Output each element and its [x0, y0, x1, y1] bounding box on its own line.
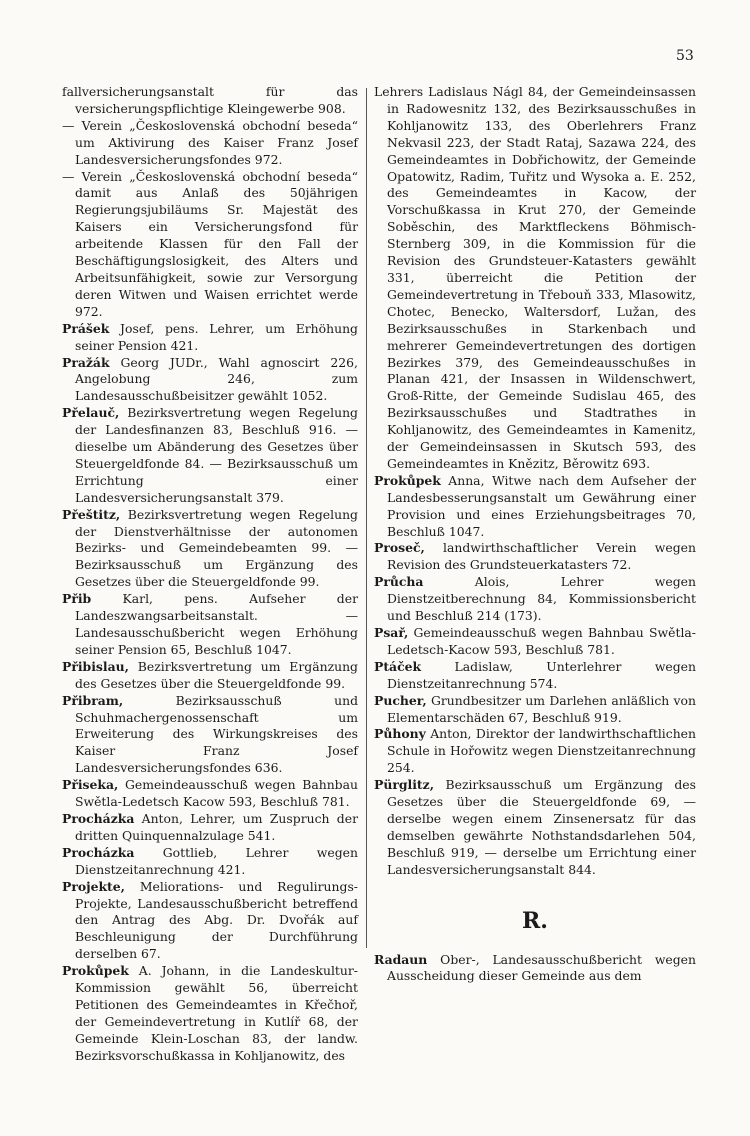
index-entry	[62, 118, 358, 169]
index-entry	[374, 540, 696, 574]
entry-head: Přelauč,	[62, 405, 120, 421]
entry-text: Gemeindeausschuß wegen Bahnbau Swětla-Ledetsch Kacow 593, Beschluß 781.	[75, 777, 358, 810]
entry-text: Bezirksvertretung um Ergänzung des Gesetzes über die Steuergeldfonde 99.	[75, 658, 358, 691]
entry-head: Ptáček	[374, 658, 422, 674]
entry-head: Radaun	[374, 951, 428, 967]
entry-text: Gottlieb, Lehrer wegen Dienstzeitanrechnung 421.	[75, 844, 358, 877]
entry-text: Karl, pens. Aufseher der Landeszwangsarbeitsanstalt. — Landesausschußbericht wegen Erhöhung seiner Pension 65, Beschluß 1047.	[75, 591, 358, 657]
entry-text: Ladislaw, Unterlehrer wegen Dienstzeitanrechnung 574.	[387, 658, 696, 691]
index-entry	[62, 84, 358, 118]
index-entry	[62, 693, 358, 778]
entry-head: Psař,	[374, 625, 409, 640]
entry-head: Prokůpek	[374, 472, 441, 488]
entry-head: Pürglitz,	[374, 777, 435, 793]
entry-head: Prášek	[62, 320, 110, 336]
entry-text: Josef, pens. Lehrer, um Erhöhung seiner Pension 421.	[75, 320, 358, 353]
entry-text: Bezirksvertretung wegen Regelung der Landesfinanzen 83, Beschluß 916. — dieselbe um Abänderung des Gesetzes über Steuergeldfonde 84. — Bezirksausschuß um Errichtung einer Landesversicherungsanstalt 379.	[75, 405, 358, 505]
index-entry	[62, 811, 358, 845]
index-entry	[374, 473, 696, 541]
entry-head: Půhony	[374, 726, 426, 742]
entry-head: Přiseka,	[62, 777, 119, 793]
entry-head: Přeštitz,	[62, 506, 121, 522]
entry-text: Georg JUDr., Wahl agnoscirt 226, Angelobung 246, zum Landesausschußbeisitzer gewählt 1052.	[75, 354, 358, 404]
index-entry	[62, 507, 358, 592]
entry-head: Pražák	[62, 354, 110, 370]
entry-text: Gemeindeausschuß wegen Bahnbau Swětla-Ledetsch-Kacow 593, Beschluß 781.	[387, 625, 696, 657]
index-entry	[62, 355, 358, 406]
entry-text: A. Johann, in die Landeskultur-Kommission gewählt 56, überreicht Petitionen des Gemeindeamtes in Křečhoř, der Gemeindevertretung in Kutlíř 68, der Gemeinde Klein-Loschan 83, der landw. Bezirksvorschußkassa in Kohljanowitz, des	[75, 963, 358, 1063]
right-column	[374, 84, 696, 985]
entry-head: Proseč,	[374, 540, 425, 556]
index-entry	[62, 963, 358, 1064]
entry-text: Alois, Lehrer wegen Dienstzeitberechnung 84, Kommissionsbericht und Beschluß 214 (173).	[387, 574, 696, 624]
entry-head: Přibislau,	[62, 658, 129, 674]
index-entry	[374, 693, 696, 727]
entry-head: Procházka	[62, 810, 135, 826]
entry-head: Pucher,	[374, 692, 427, 708]
entry-text: fallversicherungsanstalt für das versicherungspflichtige Kleingewerbe 908.	[62, 84, 358, 116]
entry-text: Ober-, Landesausschußbericht wegen Ausscheidung dieser Gemeinde aus dem	[387, 951, 696, 984]
index-entry	[374, 625, 696, 659]
entry-head: Prokůpek	[62, 963, 129, 979]
entry-text: — Verein „Československá obchodní beseda“ um Aktivirung des Kaiser Franz Josef Landesversicherungsfondes 972.	[62, 117, 358, 167]
entry-head: Přib	[62, 591, 92, 607]
index-entry	[62, 777, 358, 811]
entry-text: Lehrers Ladislaus Nágl 84, der Gemeindeinsassen in Radowesnitz 132, des Bezirksausschußes in Kohljanowitz 133, des Oberlehrers Franz Nekvasil 223, der Stadt Rataj, Sazawa 224, des Gemeindeamtes in Dobřichowitz, der Gemeinde Opatowitz, Radim, Tuřitz und Wysoka a. E. 252, des Gemeindeamtes in Kacow, der Vorschußkassa in Krut 270, der Gemeinde Soběschin, des Marktfleckens Böhmisch-Sternberg 309, in die Kommission für die Revision des Grundsteuer-Katasters gewählt 331, überreicht die Petition der Gemeindevertretung in Třebouň 333, Mlasowitz, Chotec, Benecko, Waltersdorf, Lužan, des Bezirksausschußes in Starkenbach und mehrerer Gemeindevertretungen des dortigen Bezirkes 379, des Gemeindeausschußes in Planan 421, der Insassen in Wildenschwert, Groß-Ritte, der Gemeinde Sudislau 465, des Bezirksausschußes und Stadtrathes in Kohljanowitz, des Gemeindeamtes in Kamenitz, der Gemeindeinsassen in Skutsch 593, des Gemeindeamtes in Knězitz, Běrowitz 693.	[374, 84, 696, 471]
index-entry	[374, 659, 696, 693]
index-entry	[374, 952, 696, 986]
entry-text: Anna, Witwe nach dem Aufseher der Landesbesserungsanstalt um Gewährung einer Provision und eines Erziehungsbeitrages 70, Beschluß 1047.	[387, 472, 696, 539]
section-letter: R.	[522, 907, 548, 934]
index-entry	[374, 777, 696, 878]
entry-text: Anton, Direktor der landwirthschaftlichen Schule in Hořowitz wegen Dienstzeitanrechnung 254.	[387, 726, 696, 776]
entry-text: Bezirksvertretung wegen Regelung der Dienstverhältnisse der autonomen Bezirks- und Gemeindebeamten 99. — Bezirksausschuß um Ergänzung des Gesetzes über die Steuergeldfonde 99.	[75, 506, 358, 590]
index-entry	[374, 84, 696, 473]
entry-head: Projekte,	[62, 878, 125, 894]
entry-text: landwirthschaftlicher Verein wegen Revision des Grundsteuerkatasters 72.	[387, 540, 696, 573]
index-entry	[62, 169, 358, 321]
column-divider	[366, 88, 367, 948]
page-number: 53	[676, 48, 694, 64]
entry-text: Anton, Lehrer, um Zuspruch der dritten Quinquennalzulage 541.	[75, 810, 358, 843]
entry-text: Meliorations- und Regulirungs-Projekte, Landesausschußbericht betreffend den Antrag des Abg. Dr. Dvořák auf Beschleunigung der Durchführung derselben 67.	[75, 878, 358, 962]
index-entry	[62, 845, 358, 879]
entry-head: Přibram,	[62, 692, 124, 708]
index-entry	[374, 726, 696, 777]
entry-text: Grundbesitzer um Darlehen anläßlich von Elementarschäden 67, Beschluß 919.	[387, 692, 696, 725]
entry-text: Bezirksausschuß um Ergänzung des Gesetzes über die Steuergeldfonde 69, — derselbe wegen einem Zinsenersatz für das demselben gewährte Nothstandsdarlehen 504, Beschluß 919, — derselbe um Errichtung einer Landesversicherungsanstalt 844.	[387, 777, 696, 877]
entry-text: Bezirksausschuß und Schuhmachergenossenschaft um Erweiterung des Wirkungskreises des Kaiser Franz Josef Landesversicherungsfondes 636.	[75, 692, 358, 776]
entry-text: — Verein „Československá obchodní beseda“ damit aus Anlaß des 50jährigen Regierungsjubiläums Sr. Majestät des Kaisers ein Versicherungsfond für arbeitende Klassen für den Fall der Beschäftigungslosigkeit, des Alters und Arbeitsunfähigkeit, sowie zur Versorgung deren Witwen und Waisen errichtet werde 972.	[62, 168, 358, 319]
index-entry	[62, 879, 358, 964]
index-entry	[62, 405, 358, 506]
index-entry	[62, 659, 358, 693]
entry-head: Průcha	[374, 574, 424, 590]
index-entry	[62, 321, 358, 355]
entry-head: Procházka	[62, 844, 135, 860]
index-entry	[62, 591, 358, 659]
left-column	[62, 84, 358, 1065]
index-entry	[374, 574, 696, 625]
